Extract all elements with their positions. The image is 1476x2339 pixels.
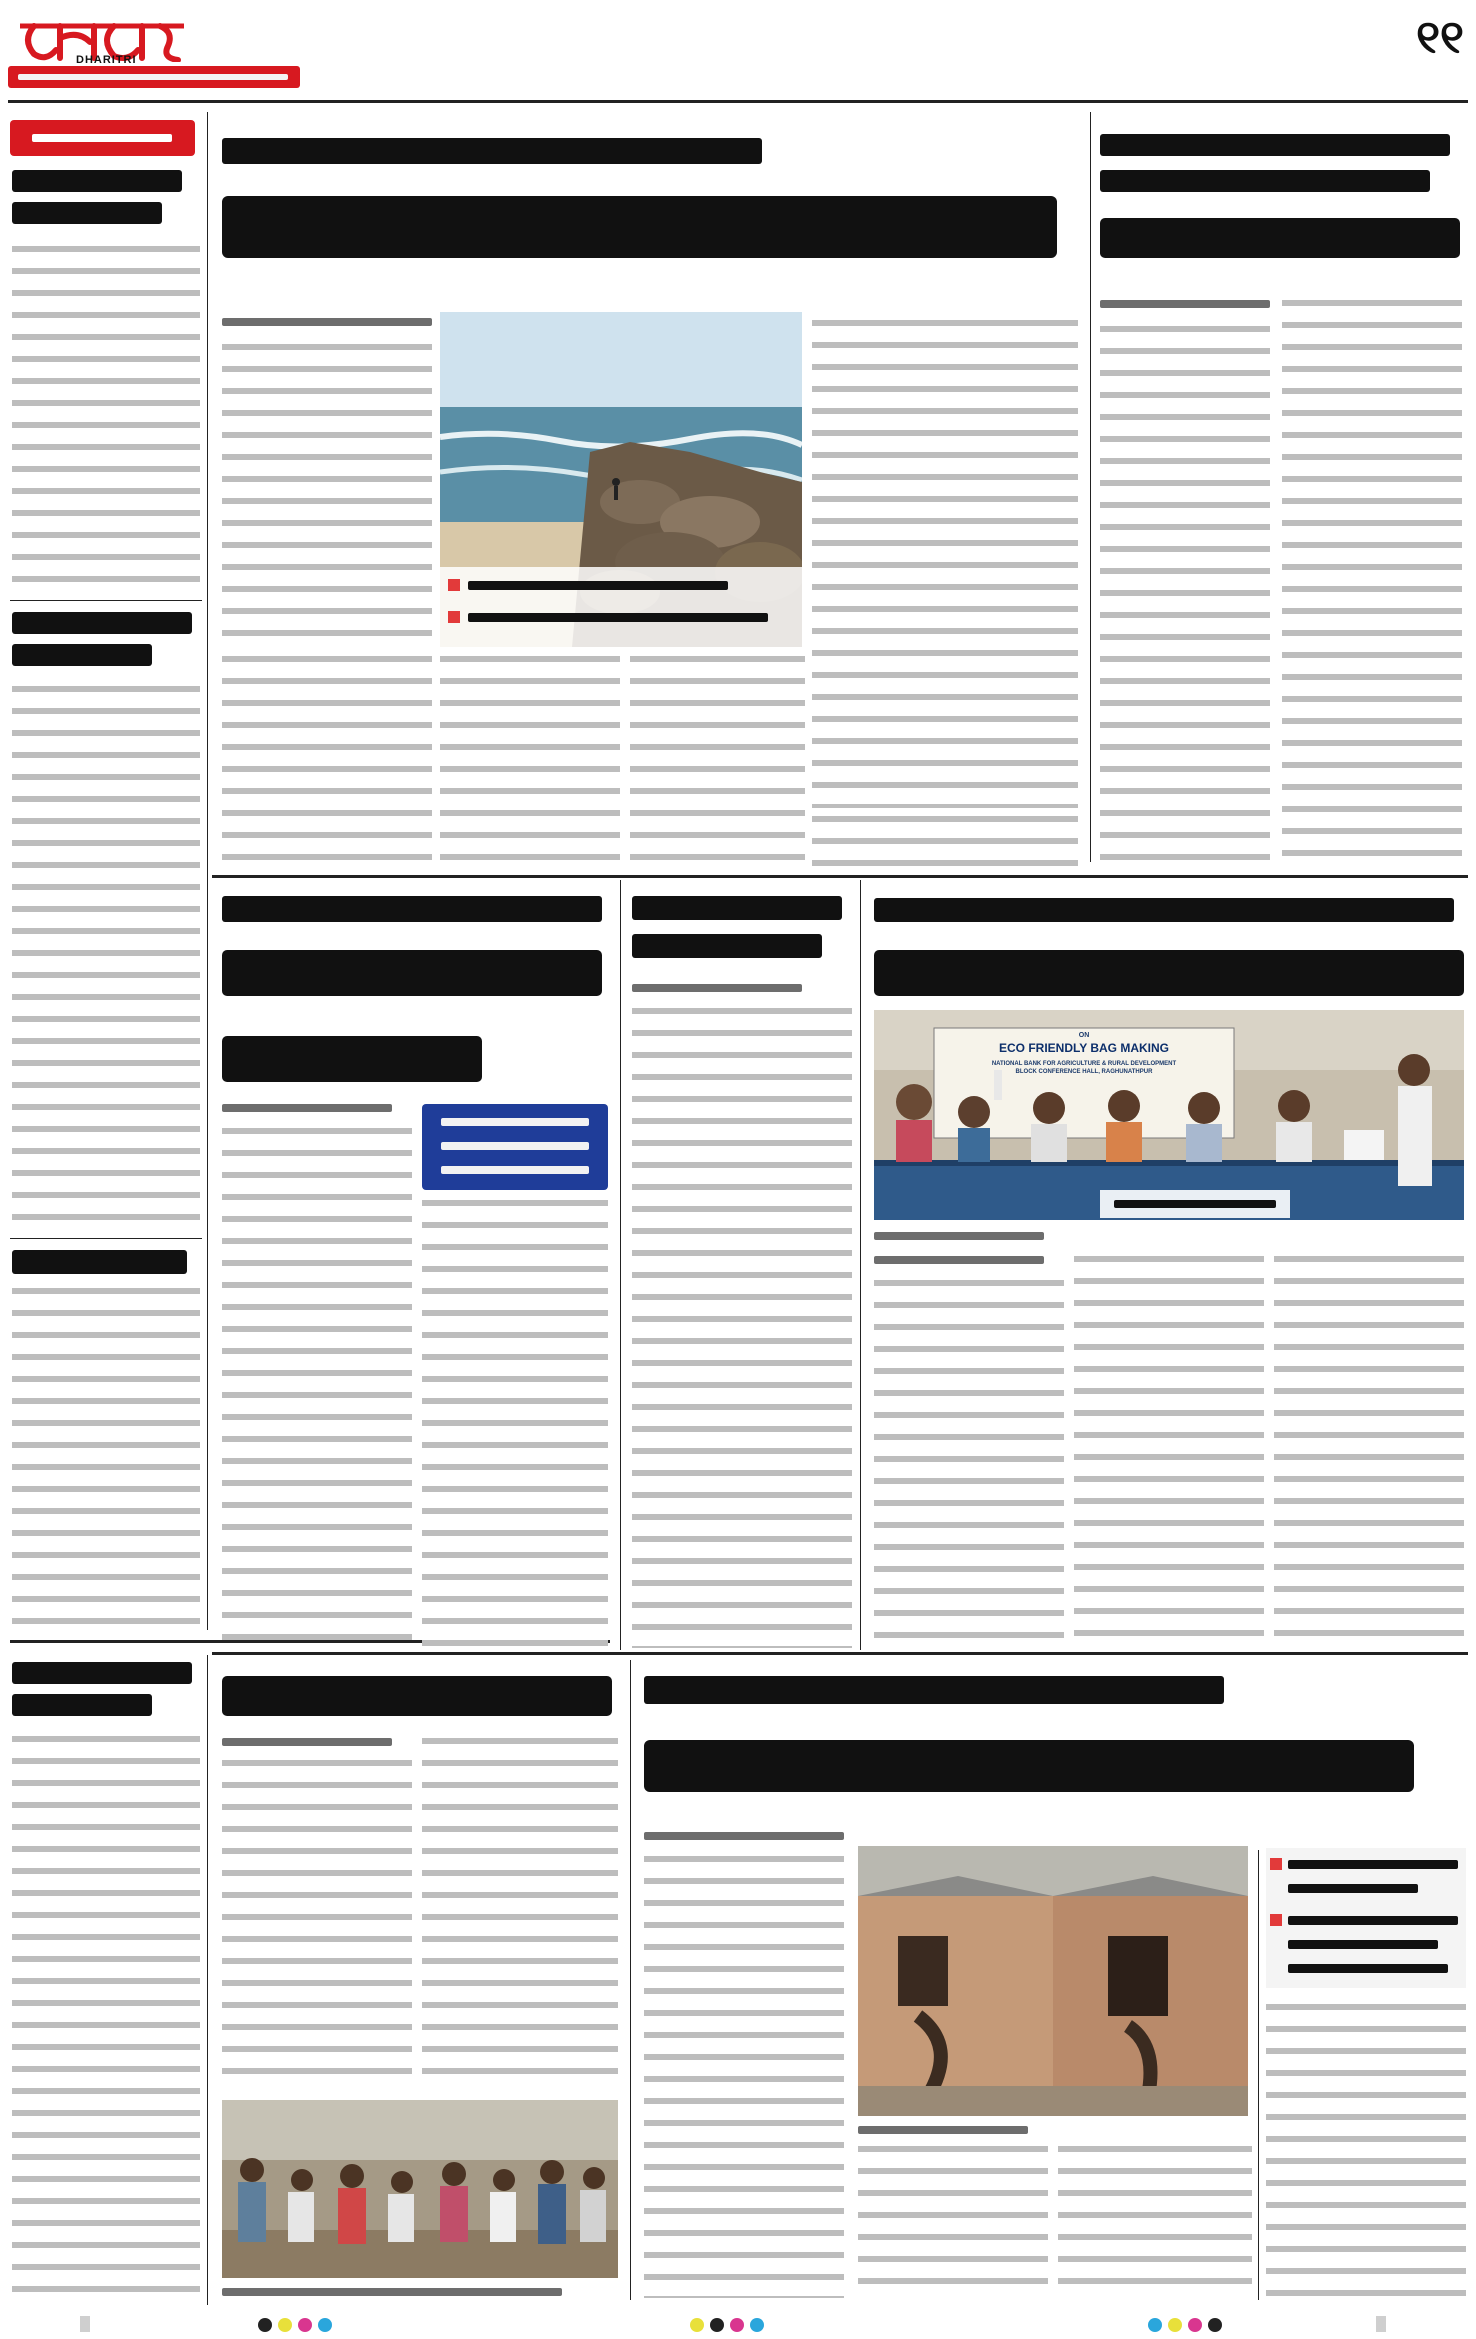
headline bbox=[874, 950, 1464, 996]
logo bbox=[14, 8, 314, 62]
column-rule bbox=[630, 1660, 631, 2300]
body-text bbox=[1282, 300, 1462, 862]
section-rule bbox=[212, 1652, 1468, 1655]
headline bbox=[12, 1250, 187, 1274]
body-text bbox=[12, 1736, 200, 2300]
headline bbox=[222, 1036, 482, 1082]
body-text bbox=[222, 1128, 412, 1648]
kicker bbox=[222, 896, 602, 922]
dateline-bar bbox=[8, 66, 300, 88]
photo-caption-box bbox=[440, 567, 802, 647]
column-rule bbox=[207, 112, 208, 1630]
brand-latin: DHARITRI bbox=[76, 54, 137, 66]
photo-caption bbox=[858, 2126, 1028, 2134]
column-rule bbox=[860, 880, 861, 1650]
body-text bbox=[874, 1280, 1064, 1648]
headline bbox=[12, 1694, 152, 1716]
headline bbox=[12, 644, 152, 666]
kicker bbox=[644, 1676, 1224, 1704]
kicker bbox=[1100, 170, 1430, 192]
body-text bbox=[1100, 326, 1270, 862]
body-text bbox=[812, 320, 1078, 808]
photo-caption bbox=[222, 2288, 562, 2296]
section-rule bbox=[212, 875, 1468, 878]
training-photo bbox=[874, 1010, 1464, 1220]
headline bbox=[222, 950, 602, 996]
body-text bbox=[1074, 1256, 1264, 1648]
body-text bbox=[812, 816, 1078, 866]
body-text bbox=[222, 1760, 412, 2090]
body-text bbox=[644, 1856, 844, 2298]
column-rule bbox=[1258, 1850, 1259, 2300]
sidebar-box bbox=[1266, 1848, 1466, 1988]
masthead bbox=[8, 8, 1470, 98]
story-rule bbox=[10, 1238, 202, 1239]
headline-main bbox=[644, 1740, 1414, 1792]
headline bbox=[632, 934, 822, 958]
body-text bbox=[422, 1738, 618, 2090]
dateline bbox=[222, 1104, 392, 1112]
headline bbox=[1100, 218, 1460, 258]
headline bbox=[12, 1662, 192, 1684]
body-text bbox=[858, 2146, 1048, 2298]
masthead-rule bbox=[8, 100, 1468, 103]
dateline bbox=[222, 318, 432, 326]
body-text bbox=[222, 656, 432, 866]
classroom-photo bbox=[858, 1846, 1248, 2116]
body-text bbox=[1058, 2146, 1252, 2298]
headline bbox=[12, 202, 162, 224]
body-text bbox=[1274, 1256, 1464, 1648]
kicker bbox=[1100, 134, 1450, 156]
dateline bbox=[222, 1738, 392, 1746]
headline bbox=[12, 170, 182, 192]
column-rule bbox=[207, 1655, 208, 2305]
print-marks bbox=[0, 2310, 1476, 2339]
dateline bbox=[632, 984, 802, 992]
body-text bbox=[12, 246, 200, 590]
body-text bbox=[12, 686, 200, 1230]
body-text bbox=[222, 344, 432, 648]
dateline bbox=[644, 1832, 844, 1840]
students-photo bbox=[222, 2100, 618, 2278]
headline-main bbox=[222, 196, 1057, 258]
body-text bbox=[440, 656, 620, 866]
headline bbox=[12, 612, 192, 634]
body-text bbox=[422, 1200, 608, 1648]
banner-text: ON ECO FRIENDLY BAG MAKING NATIONAL BANK FOR AGRICULTURE & RURAL DEVELOPMENT BLOCK CONFERENCE HALL, RAGHUNATHPUR bbox=[991, 1032, 1177, 1075]
column-rule bbox=[620, 880, 621, 1650]
highcourt-box bbox=[422, 1104, 608, 1190]
column-rule bbox=[1090, 112, 1091, 862]
body-text bbox=[12, 1288, 200, 1628]
body-text bbox=[1266, 2004, 1466, 2300]
story-rule bbox=[10, 600, 202, 601]
dateline bbox=[874, 1256, 1044, 1264]
kicker bbox=[874, 898, 1454, 922]
brief-label bbox=[10, 120, 195, 156]
page-number: ୧୧ bbox=[1416, 11, 1464, 63]
photo-caption bbox=[874, 1232, 1044, 1240]
body-text bbox=[630, 656, 805, 866]
dateline bbox=[1100, 300, 1270, 308]
headline bbox=[632, 896, 842, 920]
headline bbox=[222, 1676, 612, 1716]
photo-caption-strip bbox=[1100, 1190, 1290, 1218]
body-text bbox=[632, 1008, 852, 1648]
kicker bbox=[222, 138, 762, 164]
